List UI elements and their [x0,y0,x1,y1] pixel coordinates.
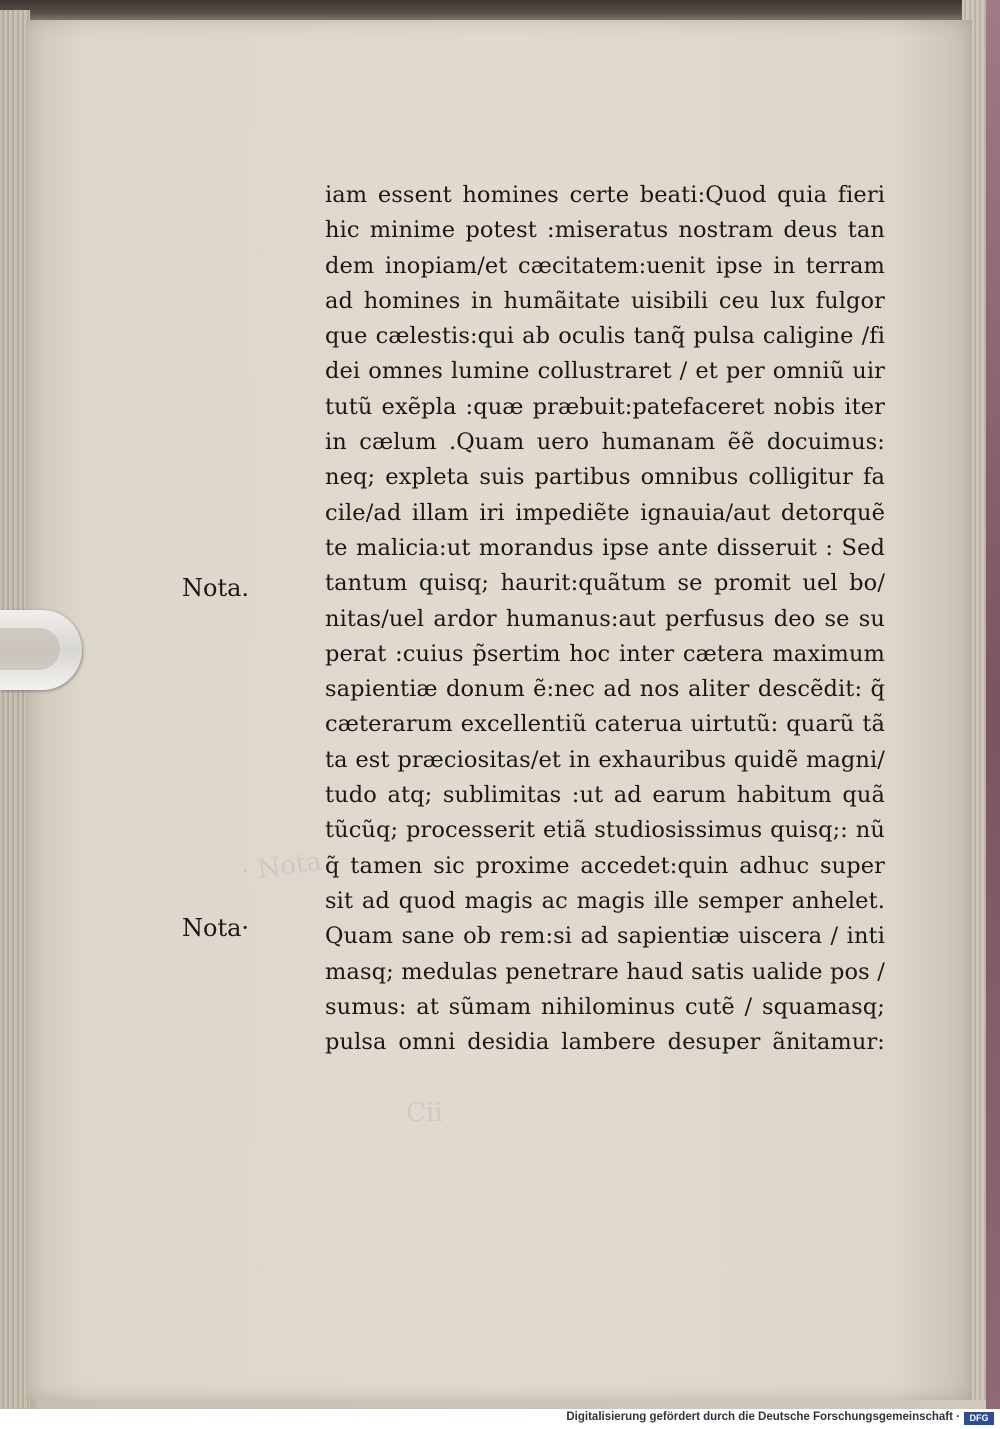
text-line: Quam sane ob rem:si ad sapientiæ uiscera / inti [325,923,885,950]
text-line: dei omnes lumine collustraret / et per omniũ uir [325,358,885,385]
text-line: cæterarum excellentiũ caterua uirtutũ: quarũ tã [325,711,885,738]
text-line: neq; expleta suis partibus omnibus colligitur fa [325,464,885,491]
main-text-block [325,178,885,1060]
text-line: que cælestis:qui ab oculis tanq̃ pulsa caligine /fi [325,323,885,350]
text-line: sapientiæ donum ẽ:nec ad nos aliter descẽdit: q̃ [325,676,885,703]
text-line: tũcũq; processerit etiã studiosissimus quisq;: nũ [325,817,885,844]
text-line: pulsa omni desidia lambere desuper ãnitamur: [325,1029,885,1056]
book-top-edge [0,0,1000,22]
text-line: perat :cuius p̃sertim hoc inter cætera maximum [325,640,885,667]
text-line: dem inopiam/et cæcitatem:uenit ipse in terram [325,252,885,279]
text-line: masq; medulas penetrare haud satis ualide pos / [325,958,885,985]
text-line: in cælum .Quam uero humanam ẽẽ docuimus: [325,429,885,456]
text-line: tutũ exẽpla :quæ præbuit:patefaceret nobis iter [325,393,885,420]
marginal-note: Nota. [182,574,250,602]
text-line: tantum quisq; haurit:quãtum se promit uel bo/ [325,570,885,597]
text-line: ad homines in humãitate uisibili ceu lux fulgor [325,287,885,314]
text-line: tudo atq; sublimitas :ut ad earum habitum quã [325,782,885,809]
text-line: hic minime potest :miseratus nostram deus tan [325,217,885,244]
bookmark-clip-shadow [0,628,60,670]
funding-credit: Digitalisierung gefördert durch die Deutsche Forschungsgemeinschaft · [566,1411,960,1423]
text-line: sumus: at sũmam nihilominus cutẽ / squamasq; [325,993,885,1020]
text-line: te malicia:ut morandus ipse ante disseruit : Sed [325,534,885,561]
show-through-text: · Nota [239,846,324,888]
book-cover-edge [986,0,1000,1410]
text-line: ta est præciositas/et in exhauribus quidẽ magni/ [325,746,885,773]
show-through-text: Cii [406,1098,443,1128]
text-line: iam essent homines certe beati:Quod quia fieri [325,182,885,208]
digitization-footer [0,1409,1000,1429]
marginal-note: Nota· [182,914,250,942]
text-line: sit ad quod magis ac magis ille semper anhelet. [325,887,885,914]
dfg-logo-icon: DFG [964,1412,994,1425]
text-line: nitas/uel ardor humanus:aut perfusus deo se su [325,605,885,632]
text-line: q̃ tamen sic proxime accedet:quin adhuc super [325,852,885,879]
text-line: cile/ad illam iri impediẽte ignauia/aut detorquẽ [325,499,885,526]
